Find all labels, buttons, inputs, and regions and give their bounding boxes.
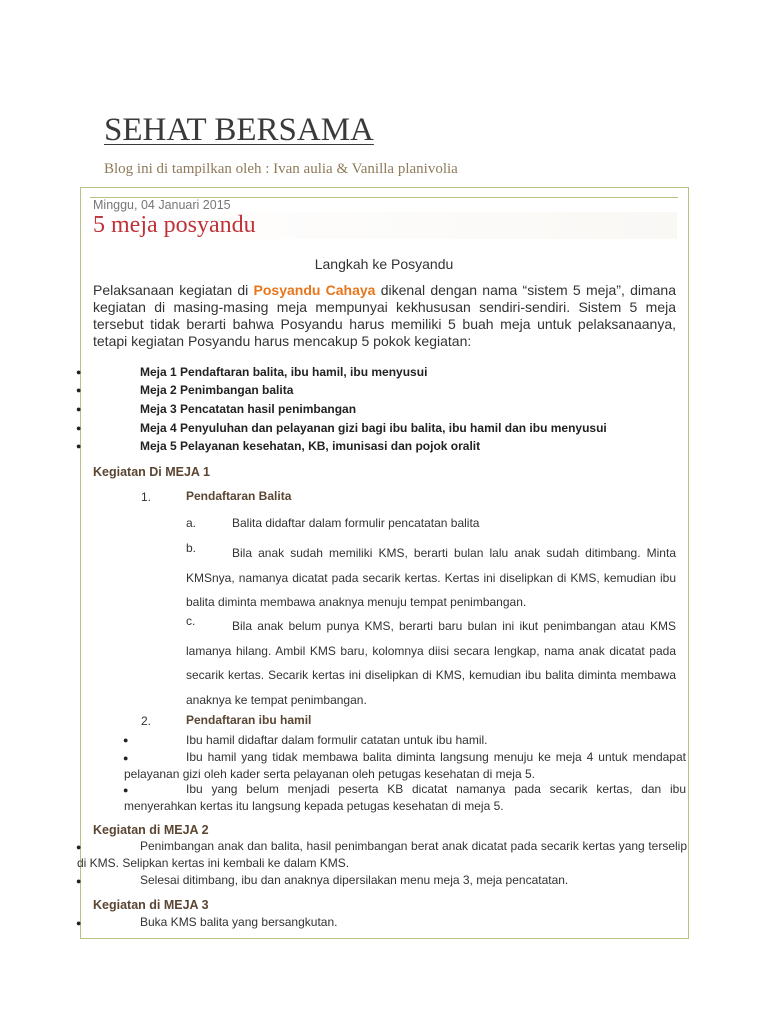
- posyandu-link[interactable]: Posyandu Cahaya: [253, 282, 376, 298]
- bullet-icon: ●: [76, 876, 82, 886]
- post-date: Minggu, 04 Januari 2015: [93, 198, 231, 212]
- sub-text: Bila anak sudah memiliki KMS, berarti bulan lalu anak sudah ditimbang. Minta KMSnya, namanya dicatat pada secarik kertas. Kertas ini diselipkan di KMS, kemudian ibu balita diminta membawa anaknya menuju tempat penimbangan.: [186, 546, 676, 609]
- list-item: Ibu hamil yang tidak membawa balita diminta langsung menuju ke meja 4 untuk mendapat pelayanan gizi oleh kader serta pelayanan oleh petugas kesehatan di meja 5.: [124, 750, 686, 781]
- meja1-heading: Kegiatan Di MEJA 1: [93, 465, 210, 479]
- list-item: Buka KMS balita yang bersangkutan.: [140, 915, 338, 929]
- list-item: Ibu yang belum menjadi peserta KB dicatat namanya pada secarik kertas, dan ibu menyerahkan kertas itu langsung kepada petugas kesehatan di meja 5.: [124, 782, 686, 813]
- sub-letter: c.: [186, 614, 196, 628]
- meja2-heading: Kegiatan di MEJA 2: [93, 823, 209, 837]
- intro-text: dikenal dengan nama “sistem 5 meja”, dimana kegiatan di masing-masing meja mempunyai kekhususan sendiri-sendiri. Sistem 5 meja tersebut tidak berarti bahwa Posyandu harus memiliki 5 buah meja untuk pelaksanaanya, tetapi kegiatan Posyandu harus mencakup 5 pokok kegiatan:: [93, 282, 677, 349]
- list-item: Ibu hamil didaftar dalam formulir catatan untuk ibu hamil.: [186, 733, 488, 747]
- list-item: Meja 4 Penyuluhan dan pelayanan gizi bagi ibu balita, ibu hamil dan ibu menyusui: [140, 421, 607, 435]
- bullet-icon: ●: [76, 367, 82, 377]
- sub-text: Bila anak belum punya KMS, berarti baru bulan ini ikut penimbangan atau KMS lamanya hilang. Ambil KMS baru, kolomnya diisi secara lengkap, nama anak dicatat pada secarik kertas. Secarik kertas ini diselipkan di KMS, kemudian ibu balita diminta membawa anaknya ke tempat penimbangan.: [186, 619, 676, 707]
- bullet-icon: ●: [123, 753, 129, 763]
- bullet-icon: ●: [76, 404, 82, 414]
- blog-subtitle: Blog ini di tampilkan oleh : Ivan aulia & Vanilla planivolia: [104, 161, 458, 177]
- list-item: Meja 2 Penimbangan balita: [140, 383, 294, 397]
- item-number: 2.: [141, 714, 152, 728]
- meja3-heading: Kegiatan di MEJA 3: [93, 898, 209, 912]
- section-heading: Langkah ke Posyandu: [314, 256, 454, 272]
- bullet-icon: ●: [76, 842, 82, 852]
- sub-text: Balita didaftar dalam formulir pencatatan balita: [232, 516, 480, 530]
- item-number: 1.: [141, 490, 152, 504]
- bullet-icon: ●: [76, 441, 82, 451]
- list-item: Meja 3 Pencatatan hasil penimbangan: [140, 402, 357, 416]
- bullet-icon: ●: [123, 785, 129, 795]
- list-item: Penimbangan anak dan balita, hasil penimbangan berat anak dicatat pada secarik kertas yang terselip di KMS. Selipkan kertas ini kembali ke dalam KMS.: [77, 839, 687, 870]
- item-title: Pendaftaran Balita: [186, 489, 292, 503]
- list-item: Meja 5 Pelayanan kesehatan, KB, imunisasi dan pojok oralit: [140, 439, 481, 453]
- bullet-icon: ●: [76, 423, 82, 433]
- intro-paragraph: [93, 282, 676, 350]
- item-title: Pendaftaran ibu hamil: [186, 713, 312, 727]
- list-item: Selesai ditimbang, ibu dan anaknya dipersilakan menu meja 3, meja pencatatan.: [140, 873, 569, 887]
- blog-title[interactable]: SEHAT BERSAMA: [104, 112, 374, 148]
- sub-letter: a.: [186, 516, 197, 530]
- bullet-icon: ●: [76, 918, 82, 928]
- list-item: Meja 1 Pendaftaran balita, ibu hamil, ibu menyusui: [140, 365, 428, 379]
- post-title[interactable]: 5 meja posyandu: [93, 212, 677, 239]
- sub-letter: b.: [186, 541, 197, 555]
- bullet-icon: ●: [76, 385, 82, 395]
- bullet-icon: ●: [123, 735, 129, 745]
- intro-text: Pelaksanaan kegiatan di: [93, 282, 254, 298]
